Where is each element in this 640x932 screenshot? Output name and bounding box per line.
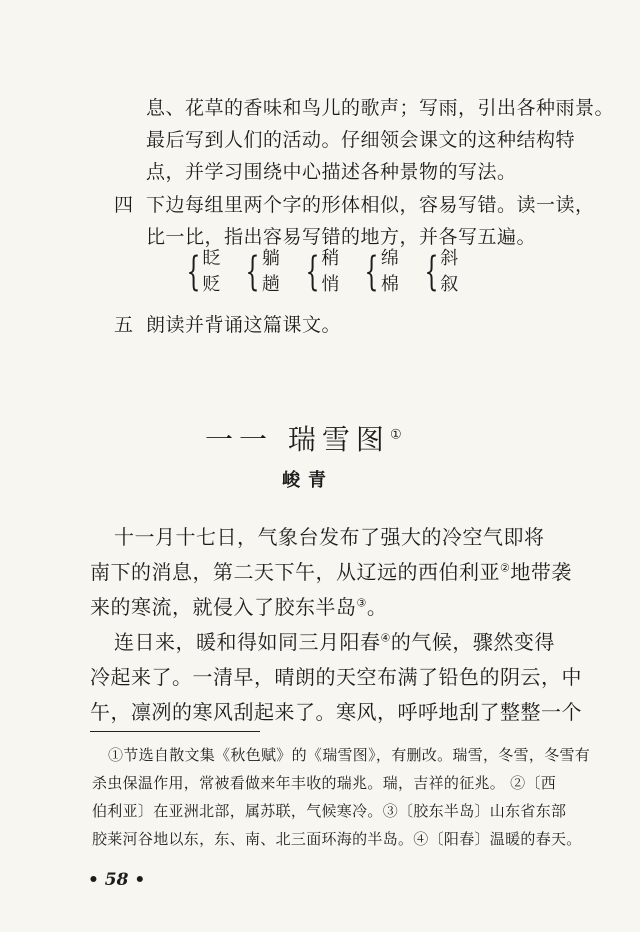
lesson-title-text: 瑞雪图 [287,423,390,456]
exercise-text: 下边每组里两个字的形体相似，容易写错。读一读， [146,194,595,216]
footnote-marker: ① [389,427,402,443]
body-text-line: 午，凛冽的寒风刮起来了。寒风，呼呼地刮了整整一个 [90,700,582,724]
author-name: 峻青 [282,470,334,491]
footnote-line: 胶莱河谷地以东，东、南、北三面环海的半岛。④〔阳春〕温暖的春天。 [92,830,582,848]
body-text-segment: 来的寒流，就侵入了胶东半岛 [90,595,357,619]
body-text-segment: 地带袭 [510,560,572,584]
pair-bottom-char: 叙 [440,274,459,295]
footnote-line: 伯利亚〕在亚洲北部，属苏联，气候寒冷。③〔胶东半岛〕山东省东部 [92,802,567,820]
exercise-text: 朗读并背诵这篇课文。 [146,314,342,336]
pair-bottom-char: 趟 [261,274,280,295]
exercise-four [114,190,595,217]
footnote-divider [90,731,260,732]
brace-icon: { [424,249,439,295]
exercise-number: 四 [114,194,134,216]
body-text-segment: 。 [366,595,388,619]
pair-bottom-char: 棉 [380,274,399,295]
brace-icon: { [245,249,260,295]
footnote-line: 杀虫保温作用，常被看做来年丰收的瑞兆。瑞，吉祥的征兆。 ②〔西 [92,774,557,792]
body-text-line [114,626,555,655]
footnote-line: ①节选自散文集《秋色赋》的《瑞雪图》，有删改。瑞雪，冬雪，冬雪有 [108,746,591,764]
character-pair [234,244,279,300]
character-pair [294,244,339,300]
pair-top-char: 斜 [440,248,459,269]
footnote-marker: ③ [356,596,367,610]
exercise-text-line: 最后写到人们的活动。仔细领会课文的这种结构特 [146,129,576,151]
body-text-segment: 的气候，骤然变得 [390,630,555,654]
lesson-number: 一一 [205,423,274,456]
pair-top-char: 绵 [380,248,399,269]
pair-top-char: 躺 [261,248,280,269]
body-text-line [90,591,387,620]
footnote-marker: ② [500,561,511,575]
character-pair [413,244,458,300]
body-text-line: 冷起来了。一清早，晴朗的天空布满了铅色的阴云，中 [90,665,582,689]
character-pair [175,244,220,300]
exercise-number: 五 [114,314,134,336]
body-text-line [90,556,572,585]
pair-bottom-char: 贬 [202,274,221,295]
body-text-segment: 南下的消息，第二天下午，从辽远的西伯利亚 [90,560,500,584]
character-pairs [175,244,472,300]
body-text-segment: 连日来，暖和得如同三月阳春 [114,630,381,654]
page-number: • 58 • [88,870,146,890]
pair-bottom-char: 悄 [321,274,340,295]
lesson-title [205,418,402,458]
body-text-line: 十一月十七日，气象台发布了强大的冷空气即将 [114,525,545,549]
exercise-text-line: 息、花草的香味和鸟儿的歌声；写雨，引出各种雨景。 [146,97,615,119]
brace-icon: { [305,249,320,295]
exercise-text-line: 点，并学习围绕中心描述各种景物的写法。 [146,161,517,183]
pair-top-char: 稍 [321,248,340,269]
exercise-text-line: 比一比，指出容易写错的地方，并各写五遍。 [146,226,537,248]
brace-icon: { [186,249,201,295]
brace-icon: { [364,249,379,295]
footnote-marker: ④ [380,631,391,645]
character-pair [353,244,398,300]
exercise-five [114,310,341,337]
pair-top-char: 眨 [202,248,221,269]
